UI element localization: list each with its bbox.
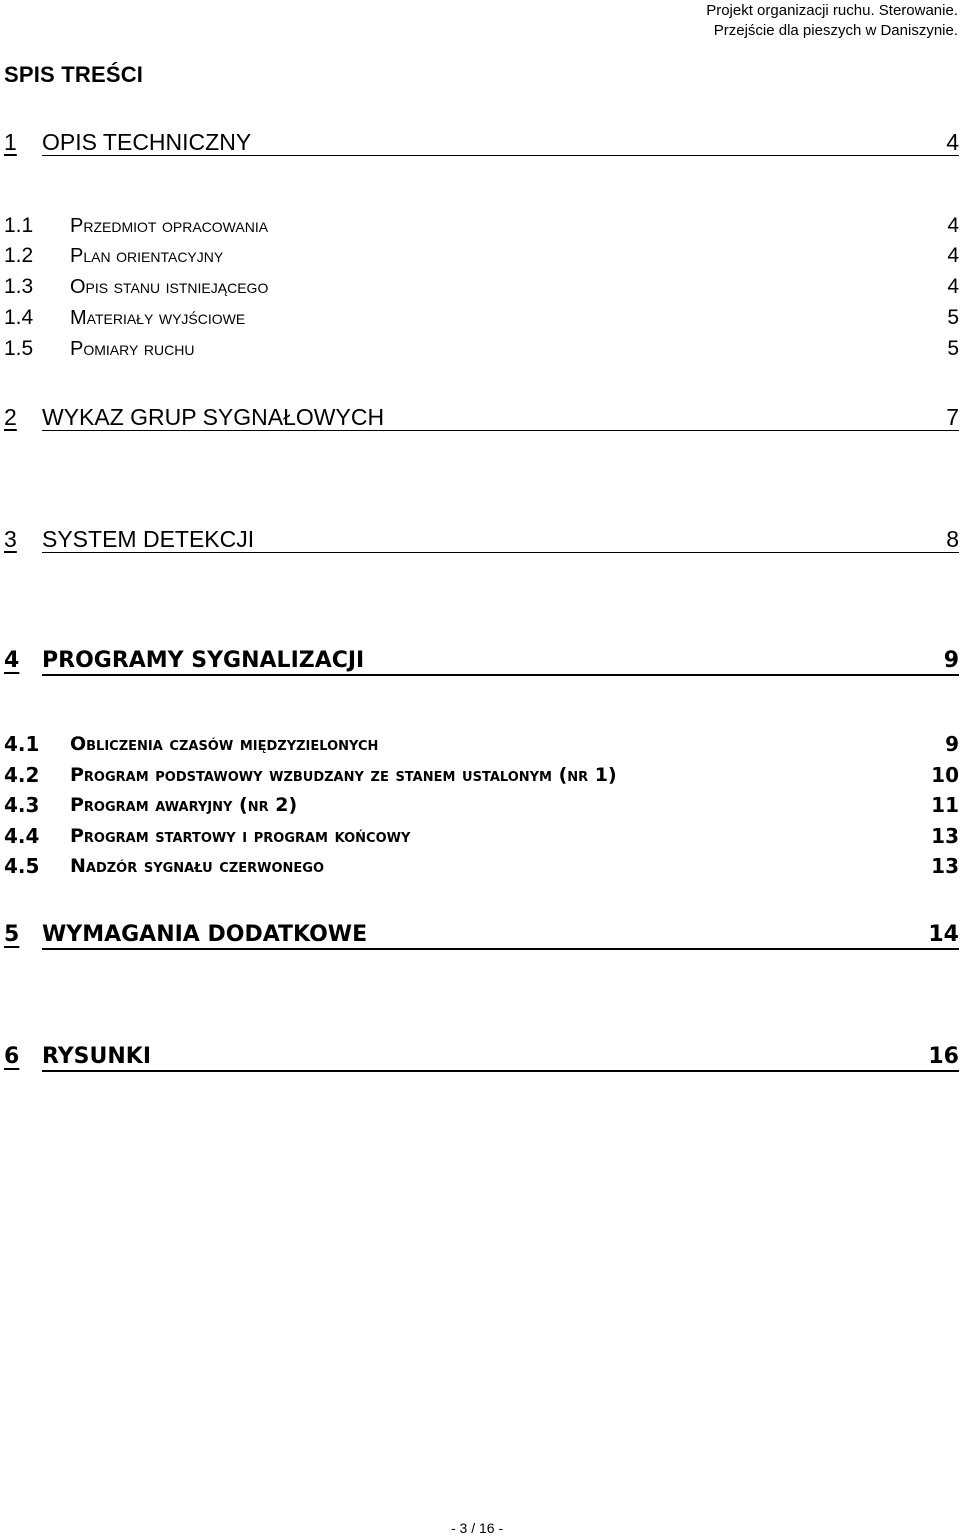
toc-entry-number: 4.2 xyxy=(4,763,40,787)
toc-entry-number: 1 xyxy=(4,129,17,155)
toc-entry-page: 5 xyxy=(947,306,959,329)
toc-entry-2[interactable] xyxy=(4,403,959,431)
toc-entry-title: Opis stanu istniejącego xyxy=(70,276,269,298)
toc-entry-number: 6 xyxy=(4,1044,20,1069)
toc-entry-title: Pomiary ruchu xyxy=(70,338,195,360)
toc-entry-title: RYSUNKI xyxy=(42,1044,152,1069)
toc-entry-1-2[interactable] xyxy=(4,243,959,269)
toc-entry-number: 3 xyxy=(4,526,17,552)
toc-entry-title: WYKAZ GRUP SYGNAŁOWYCH xyxy=(42,404,385,430)
toc-entry-page: 13 xyxy=(931,854,959,878)
toc-entry-number: 1.4 xyxy=(4,306,34,329)
toc-entry-title: Obliczenia czasów międzyzielonych xyxy=(70,733,379,755)
toc-entry-page: 16 xyxy=(928,1044,959,1069)
toc-entry-number: 4.1 xyxy=(4,732,40,756)
toc-entry-number: 5 xyxy=(4,922,20,947)
toc-entry-6[interactable] xyxy=(4,1043,959,1071)
toc-entry-number: 4 xyxy=(4,648,20,673)
toc-entry-4[interactable] xyxy=(4,647,959,675)
toc-entry-1-1[interactable] xyxy=(4,213,959,239)
toc-entry-page: 9 xyxy=(945,732,959,756)
toc-entry-page: 4 xyxy=(947,275,959,298)
toc-entry-title: Program podstawowy wzbudzany ze stanem ustalonym (nr 1) xyxy=(70,764,617,786)
toc-entry-4-5[interactable] xyxy=(4,853,959,879)
toc-entry-page: 11 xyxy=(931,793,959,817)
toc-entry-title: Materiały wyjściowe xyxy=(70,307,246,329)
toc-title: SPIS TREŚCI xyxy=(4,62,144,87)
toc-entry-1-5[interactable] xyxy=(4,336,959,362)
page-number-footer: - 3 / 16 - xyxy=(451,1520,504,1536)
toc-entry-title: WYMAGANIA DODATKOWE xyxy=(42,922,368,947)
toc-entry-underline xyxy=(42,948,959,950)
toc-entry-title: Program awaryjny (nr 2) xyxy=(70,794,298,816)
toc-entry-number: 1.2 xyxy=(4,244,34,267)
toc-entry-number: 4.5 xyxy=(4,854,40,878)
toc-entry-title: Program startowy i program końcowy xyxy=(70,825,411,847)
toc-entry-number: 1.1 xyxy=(4,214,34,237)
toc-entry-underline xyxy=(42,674,959,676)
toc-entry-page: 10 xyxy=(931,763,959,787)
toc-entry-3[interactable] xyxy=(4,525,959,553)
toc-entry-1[interactable] xyxy=(4,128,959,156)
toc-entry-number: 4.4 xyxy=(4,824,40,848)
toc-entry-page: 13 xyxy=(931,824,959,848)
toc-entry-4-4[interactable] xyxy=(4,823,959,849)
toc-entry-page: 4 xyxy=(947,244,959,267)
toc-entry-4-3[interactable] xyxy=(4,792,959,818)
toc-entry-page: 14 xyxy=(928,922,959,947)
toc-entry-title: OPIS TECHNICZNY xyxy=(42,129,252,155)
toc-entry-title: PROGRAMY SYGNALIZACJI xyxy=(42,648,365,673)
toc-entry-page: 5 xyxy=(947,337,959,360)
toc-entry-1-4[interactable] xyxy=(4,305,959,331)
toc-entry-1-3[interactable] xyxy=(4,274,959,300)
toc-entry-underline xyxy=(42,552,959,553)
toc-entry-title: Nadzór sygnału czerwonego xyxy=(70,855,325,877)
toc-entry-number: 4.3 xyxy=(4,793,40,817)
toc-entry-underline xyxy=(42,155,959,156)
toc-entry-5[interactable] xyxy=(4,921,959,949)
toc-entry-underline xyxy=(42,430,959,431)
toc-entry-number: 1.5 xyxy=(4,337,34,360)
header-location: Przejście dla pieszych w Daniszynie. xyxy=(713,22,958,39)
toc-entry-underline xyxy=(42,1070,959,1072)
toc-entry-4-1[interactable] xyxy=(4,731,959,757)
toc-entry-page: 4 xyxy=(946,129,959,155)
toc-entry-title: Plan orientacyjny xyxy=(70,245,224,267)
toc-entry-number: 2 xyxy=(4,404,17,430)
toc-entry-number: 1.3 xyxy=(4,275,34,298)
header-project-title: Projekt organizacji ruchu. Sterowanie. xyxy=(706,2,958,19)
toc-entry-4-2[interactable] xyxy=(4,762,959,788)
toc-entry-title: Przedmiot opracowania xyxy=(70,215,269,237)
toc-entry-page: 8 xyxy=(946,526,959,552)
toc-entry-title: SYSTEM DETEKCJI xyxy=(42,526,255,552)
toc-entry-page: 7 xyxy=(946,404,959,430)
toc-entry-page: 9 xyxy=(943,648,959,673)
toc-entry-page: 4 xyxy=(947,214,959,237)
